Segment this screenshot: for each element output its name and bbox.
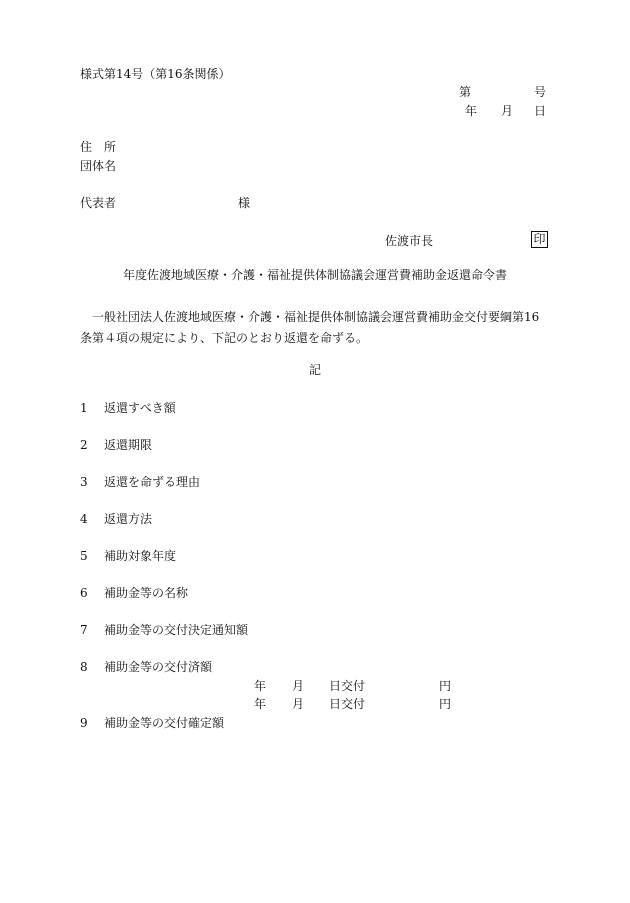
document-number bbox=[459, 86, 546, 105]
document-number-date bbox=[459, 86, 546, 124]
doc-number-dai: 第 bbox=[458, 85, 471, 99]
doc-date-tsuki: 月 bbox=[500, 104, 513, 118]
doc-date-hi: 日 bbox=[533, 104, 546, 118]
payment-yen: 円 bbox=[439, 679, 452, 693]
item-number: 2 bbox=[80, 438, 88, 452]
item-number: 8 bbox=[80, 660, 88, 674]
item-number: 6 bbox=[80, 586, 88, 600]
payment-tsuki: 月 bbox=[292, 679, 305, 693]
payment-yen: 円 bbox=[439, 697, 452, 711]
ki-heading: 記 bbox=[308, 363, 321, 377]
item-number: 5 bbox=[80, 549, 88, 563]
item-number: 9 bbox=[80, 716, 88, 730]
item-label: 補助金等の交付決定通知額 bbox=[104, 623, 249, 637]
item-number: 3 bbox=[80, 475, 88, 489]
list-item bbox=[80, 476, 200, 488]
payment-row bbox=[254, 680, 451, 692]
payment-hi: 日交付 bbox=[329, 697, 366, 711]
list-item bbox=[80, 624, 248, 636]
recipient-rep-label: 代表者 bbox=[80, 196, 117, 210]
payment-row bbox=[254, 698, 451, 710]
doc-number-gou: 号 bbox=[533, 85, 546, 99]
list-item bbox=[80, 550, 176, 562]
item-label: 補助金等の交付確定額 bbox=[104, 716, 225, 730]
doc-date-nen: 年 bbox=[464, 104, 477, 118]
item-label: 返還方法 bbox=[104, 512, 153, 526]
item-number: 1 bbox=[80, 401, 88, 415]
payment-hi: 日交付 bbox=[329, 679, 366, 693]
document-date bbox=[459, 105, 546, 124]
item-label: 返還すべき額 bbox=[104, 401, 176, 415]
item-label: 補助金等の名称 bbox=[104, 586, 189, 600]
recipient-org-label: 団体名 bbox=[80, 159, 117, 173]
form-id: 様式第14号（第16条関係） bbox=[80, 67, 231, 81]
item-label: 返還期限 bbox=[104, 438, 153, 452]
list-item bbox=[80, 402, 176, 414]
item-label: 返還を命ずる理由 bbox=[104, 475, 201, 489]
item-label: 補助対象年度 bbox=[104, 549, 177, 563]
item-number: 7 bbox=[80, 623, 88, 637]
payment-tsuki: 月 bbox=[292, 697, 305, 711]
payment-nen: 年 bbox=[254, 697, 267, 711]
recipient-honorific: 様 bbox=[238, 196, 251, 210]
payment-nen: 年 bbox=[254, 679, 267, 693]
document-body: 一般社団法人佐渡地域医療・介護・福祉提供体制協議会運営費補助金交付要綱第16条第４項の規定により、下記のとおり返還を命ずる。 bbox=[80, 310, 540, 345]
item-number: 4 bbox=[80, 512, 88, 526]
seal-mark: 印 bbox=[531, 231, 548, 248]
list-item bbox=[80, 439, 152, 451]
recipient-address-label: 住 所 bbox=[80, 140, 117, 154]
list-item bbox=[80, 587, 188, 599]
document-title: 年度佐渡地域医療・介護・福祉提供体制協議会運営費補助金返還命令書 bbox=[122, 268, 507, 282]
list-item bbox=[80, 513, 152, 525]
item-label: 補助金等の交付済額 bbox=[104, 660, 213, 674]
list-item bbox=[80, 717, 224, 729]
list-item bbox=[80, 661, 212, 673]
issuer-title: 佐渡市長 bbox=[385, 234, 434, 248]
